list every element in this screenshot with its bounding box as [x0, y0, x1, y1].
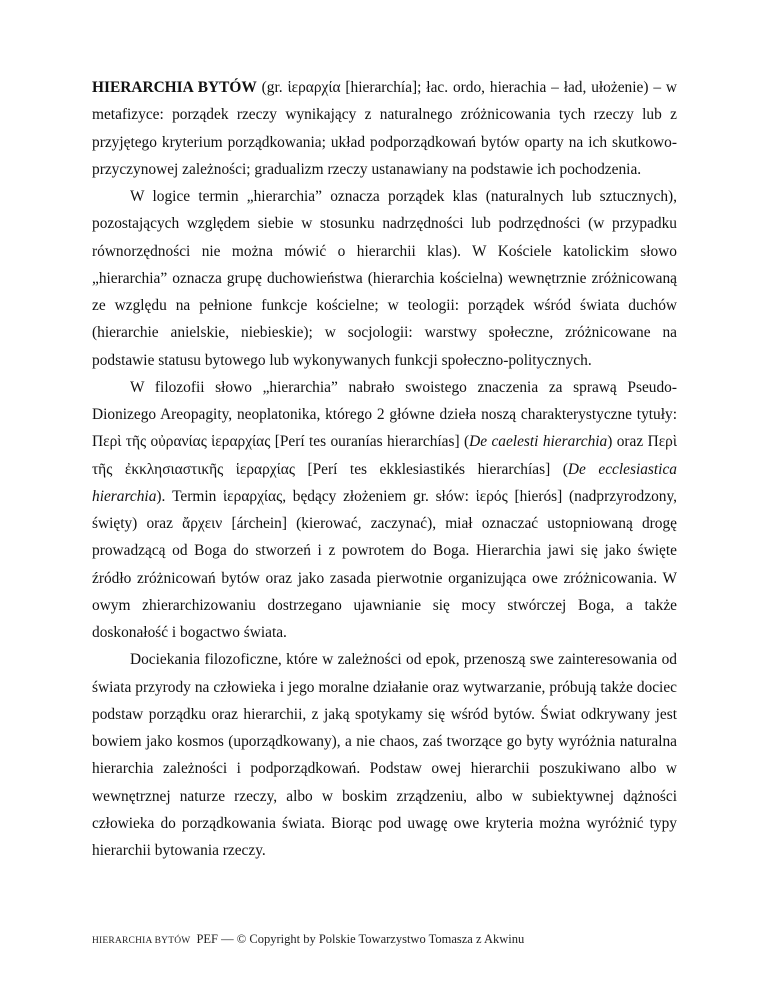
paragraph-logic-church: W logice termin „hierarchia” oznacza porządek klas (naturalnych lub sztucznych), pozostających względem siebie w stosunku nadrzędności lub podrzędności (w przypadku równorzędności nie można mówić o hierarchii klas). W Kościele katolickim słowo „hierarchia” oznacza grupę duchowieństwa (hierarchia kościelna) wewnętrznie zróżnicowaną ze względu na pełnione funkcje kościelne; w teologii: porządek wśród świata duchów (hierarchie anielskie, niebieskie); w socjologii: warstwy społeczne, zróżnicowane na podstawie statusu bytowego lub wykonywanych funkcji społeczno-politycznych.	[92, 188, 677, 369]
definition-text: (gr. ἱεραρχία [hierarchía]; łac. ordo, hierachia – ład, ułożenie) – w metafizyce: porządek rzeczy wynikający z naturalnego zróżnicowania tych rzeczy lub z przyjętego kryterium porządkowania; układ podporządkowań bytów oparty na ich skutkowo-przyczynowej zależności; gradualizm rzeczy ustanawiany na podstawie ich pochodzenia.	[92, 79, 678, 178]
title-de-caelesti: De caelesti hierarchia	[469, 433, 608, 451]
running-head: HIERARCHIA BYTÓW	[92, 936, 191, 946]
copyright-notice: PEF — © Copyright by Polskie Towarzystwo Tomasza z Akwinu	[196, 932, 525, 946]
paragraph-definition	[92, 74, 677, 183]
philosophy-text-b: ) oraz Περὶ τῆς ἐκκλησιαστικῆς ἱεραρχίας [Perí tes ekklesiastikés hierarchías] (	[92, 433, 677, 478]
philosophy-text-c: ). Termin ἱεραρχίας, będący złożeniem gr. słów: ἱερός [hierós] (nadprzyrodzony, święty) oraz ἄρχειν [árchein] (kierować, zaczynać), miał oznaczać ustopniowaną drogę prowadzącą od Boga do stworzeń i z powrotem do Boga. Hierarchia jawi się jako święte źródło zróżnicowań bytów oraz jako zasada pierwotnie organizująca owe zróżnicowania. W owym zhierarchizowaniu dostrzegano ujawnianie się mocy stwórczej Boga, a także doskonałość i bogactwo świata.	[92, 487, 677, 641]
page-footer	[92, 932, 677, 947]
encyclopedia-entry	[92, 74, 677, 864]
paragraph-inquiries: Dociekania filozoficzne, które w zależności od epok, przenoszą swe zainteresowania od świata przyrody na człowieka i jego moralne działanie oraz wytwarzanie, próbują także dociec podstaw porządku oraz hierarchii, z jaką spotykamy się wśród bytów. Świat odkrywany jest bowiem jako kosmos (uporządkowany), a nie chaos, zaś tworzące go byty wyróżnia naturalna hierarchia zależności i podporządkowań. Podstaw owej hierarchii poszukiwano albo w wewnętrznej naturze rzeczy, albo w boskim zrządzeniu, albo w subiektywnej dążności człowieka do porządkowania świata. Biorąc pod uwagę owe kryteria można wyróżnić typy hierarchii bytowania rzeczy.	[92, 651, 677, 859]
entry-term: HIERARCHIA BYTÓW	[92, 79, 257, 96]
title-de-ecclesiastica: De ecclesiastica hierarchia	[92, 460, 677, 505]
philosophy-text-a: W filozofii słowo „hierarchia” nabrało swoistego znaczenia za sprawą Pseudo-Dionizego Areopagity, neoplatonika, którego 2 główne dzieła noszą charakterystyczne tytuły: Περὶ τῆς οὐρανίας ἱεραρχίας [Perí tes ouranías hierarchías] (	[92, 378, 677, 451]
paragraph-philosophy	[92, 374, 677, 647]
